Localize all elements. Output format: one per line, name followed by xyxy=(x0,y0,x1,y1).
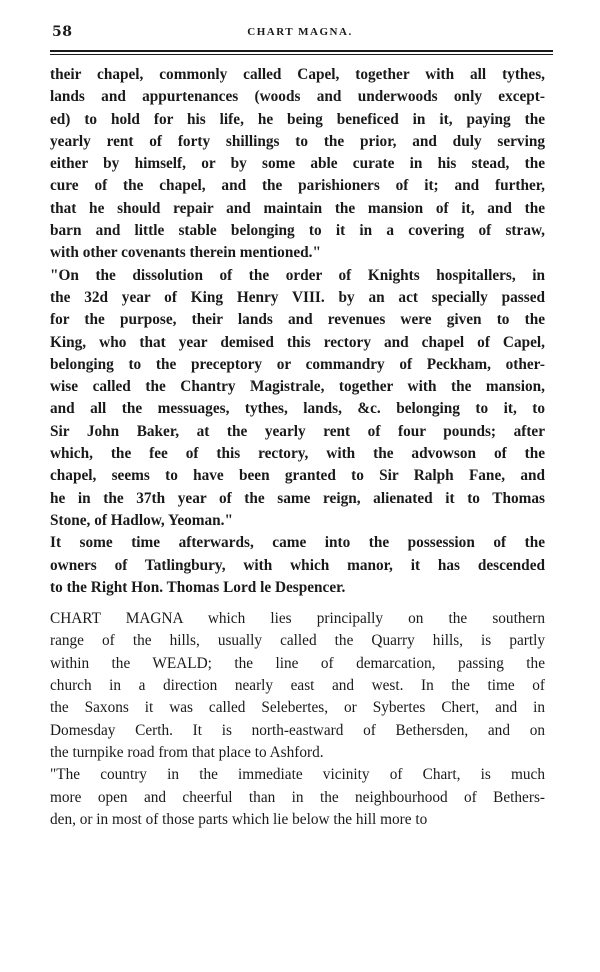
text-line: belonging to the preceptory or commandry of Peckham, other- xyxy=(50,355,545,373)
page-number: 58 xyxy=(52,24,73,40)
page-body xyxy=(50,64,545,831)
text-line: the 32d year of King Henry VIII. by an act specially passed xyxy=(50,288,545,306)
text-line: Domesday Certh. It is north-eastward of Bethersden, and on xyxy=(50,721,545,739)
paragraph xyxy=(50,608,545,764)
header-rule xyxy=(50,50,553,55)
running-title: CHART MAGNA. xyxy=(247,26,353,38)
text-line: range of the hills, usually called the Quarry hills, is partly xyxy=(50,632,545,650)
section-gap xyxy=(50,599,545,608)
text-line: owners of Tatlingbury, with which manor, it has descended xyxy=(50,556,545,574)
text-line: lands and appurtenances (woods and underwoods only except- xyxy=(50,88,545,106)
text-line: he in the 37th year of the same reign, alienated it to Thomas xyxy=(50,489,545,507)
text-line: and all the messuages, tythes, lands, &c. belonging to it, to xyxy=(50,400,545,418)
text-line: den, or in most of those parts which lie below the hill more to xyxy=(50,810,428,828)
text-line: that he should repair and maintain the mansion of it, and the xyxy=(50,199,545,217)
text-line: It some time afterwards, came into the possession of the xyxy=(50,534,545,552)
text-line: barn and little stable belonging to it in a covering of straw, xyxy=(50,222,545,240)
text-line: to the Right Hon. Thomas Lord le Despencer. xyxy=(50,578,346,596)
text-line: Sir John Baker, at the yearly rent of four pounds; after xyxy=(50,422,545,440)
paragraph xyxy=(50,532,545,599)
page-header xyxy=(50,22,550,44)
text-line: the Saxons it was called Selebertes, or Sybertes Chert, and in xyxy=(50,699,545,717)
paragraph xyxy=(50,764,545,831)
text-line: "On the dissolution of the order of Knights hospitallers, in xyxy=(50,266,545,284)
text-line: ed) to hold for his life, he being beneficed in it, paying the xyxy=(50,110,545,128)
text-line: Stone, of Hadlow, Yeoman." xyxy=(50,511,234,529)
paragraph xyxy=(50,265,545,533)
text-line: either by himself, or by some able curate in his stead, the xyxy=(50,155,545,173)
text-line: cure of the chapel, and the parishioners of it; and further, xyxy=(50,177,545,195)
paragraph xyxy=(50,64,545,265)
text-line: which, the fee of this rectory, with the advowson of the xyxy=(50,445,545,463)
text-line: "The country in the immediate vicinity of Chart, is much xyxy=(50,766,545,784)
text-line: within the WEALD; the line of demarcation, passing the xyxy=(50,654,545,672)
text-line: CHART MAGNA which lies principally on the southern xyxy=(50,610,545,628)
text-line: chapel, seems to have been granted to Sir Ralph Fane, and xyxy=(50,467,545,485)
text-line: church in a direction nearly east and west. In the time of xyxy=(50,677,545,695)
text-line: wise called the Chantry Magistrale, together with the mansion, xyxy=(50,378,545,396)
text-line: the turnpike road from that place to Ashford. xyxy=(50,743,324,761)
text-line: King, who that year demised this rectory and chapel of Capel, xyxy=(50,333,545,351)
text-line: more open and cheerful than in the neighbourhood of Bethers- xyxy=(50,788,545,806)
text-line: with other covenants therein mentioned." xyxy=(50,244,321,262)
text-line: their chapel, commonly called Capel, together with all tythes, xyxy=(50,66,545,83)
text-line: for the purpose, their lands and revenues were given to the xyxy=(50,311,545,329)
text-line: yearly rent of forty shillings to the prior, and duly serving xyxy=(50,132,545,150)
